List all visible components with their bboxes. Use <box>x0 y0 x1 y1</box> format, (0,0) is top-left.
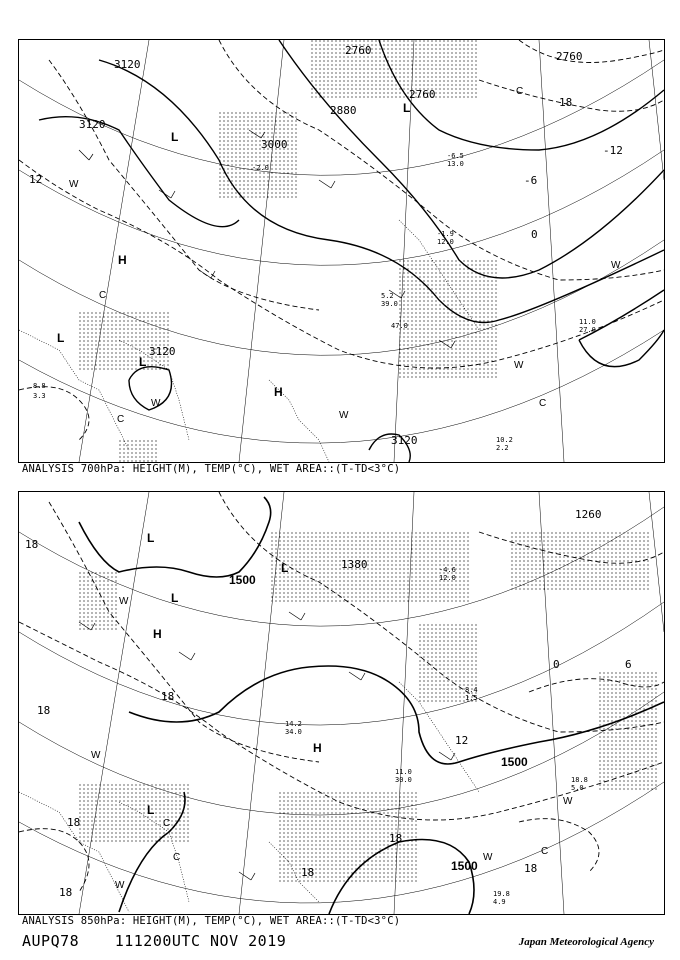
high-center: H <box>313 741 322 755</box>
height-label: 3120 <box>149 345 176 358</box>
chart-identifier <box>22 932 312 950</box>
wet-area-stipple <box>79 40 499 462</box>
station-dewpoint: 12.0 <box>439 574 456 582</box>
height-label: 1260 <box>575 508 602 521</box>
station-temp: -1.9 <box>437 230 454 238</box>
station-dewpoint: 4.9 <box>493 898 506 906</box>
station-temp: 11.0 <box>579 318 596 326</box>
station-temp: 5.2 <box>381 292 394 300</box>
low-center: L <box>57 331 65 345</box>
map-700hpa-chart <box>19 40 664 462</box>
isotherm-label: -6 <box>524 174 538 187</box>
isotherm-label: 18 <box>67 816 81 829</box>
warm-symbol: W <box>563 796 573 807</box>
station-temp: -6.5 <box>447 152 464 160</box>
isotherm-label: 0 <box>553 658 560 671</box>
height-label: 3120 <box>391 434 418 447</box>
isotherm-label: 18 <box>559 96 573 109</box>
isotherm-label: 12 <box>29 173 43 186</box>
station-temp: 3.3 <box>33 392 46 400</box>
station-temp: 8.8 <box>33 382 46 390</box>
station-dewpoint: 30.0 <box>395 776 412 784</box>
map-panel-850hpa <box>18 491 665 915</box>
station-temp: 19.8 <box>493 890 510 898</box>
cold-symbol: C <box>117 414 125 425</box>
warm-symbol: W <box>514 360 524 371</box>
agency-name: Japan Meteorological Agency <box>518 936 654 948</box>
height-label: 1500 <box>229 573 256 587</box>
cold-symbol: C <box>541 846 549 857</box>
station-temp: -4.6 <box>439 566 456 574</box>
caption-850hpa: ANALYSIS 850hPa: HEIGHT(M), TEMP(°C), WET AREA::(T-TD<3°C) <box>22 915 401 927</box>
low-center: L <box>403 101 411 115</box>
high-center: H <box>118 253 127 267</box>
warm-symbol: W <box>119 596 129 607</box>
station-temp: -2.0 <box>252 164 269 172</box>
warm-symbol: W <box>151 398 161 409</box>
caption-700hpa: ANALYSIS 700hPa: HEIGHT(M), TEMP(°C), WET AREA::(T-TD<3°C) <box>22 463 401 475</box>
cold-symbol: C <box>99 290 107 301</box>
high-center: H <box>274 385 283 399</box>
station-dewpoint: 13.0 <box>447 160 464 168</box>
warm-symbol: W <box>69 179 79 190</box>
weather-symbols <box>69 86 621 425</box>
chart-code: AUPQ78 <box>22 932 80 950</box>
height-label: 2760 <box>556 50 583 63</box>
height-label: 3120 <box>114 58 141 71</box>
station-dewpoint: 1.5 <box>465 694 478 702</box>
height-label: 3120 <box>79 118 106 131</box>
isotherm-label: 6 <box>625 658 632 671</box>
low-center: L <box>171 591 179 605</box>
station-dewpoint: 34.0 <box>285 728 302 736</box>
map-panel-700hpa <box>18 39 665 463</box>
height-label: 3000 <box>261 138 288 151</box>
station-temp: 14.2 <box>285 720 302 728</box>
height-label: 2760 <box>345 44 372 57</box>
cold-symbol: C <box>539 398 547 409</box>
low-center: L <box>171 130 179 144</box>
warm-symbol: W <box>115 880 125 891</box>
low-center: L <box>281 561 289 575</box>
map-850hpa-chart <box>19 492 664 914</box>
isotherm-label: 18 <box>301 866 315 879</box>
isotherm-labels <box>29 96 623 241</box>
isotherm-label: 18 <box>25 538 39 551</box>
isotherm-label: 18 <box>37 704 51 717</box>
isotherm-label: 0 <box>531 228 538 241</box>
low-center: L <box>147 803 155 817</box>
height-label: 1500 <box>451 859 478 873</box>
isotherm-label: 18 <box>59 886 73 899</box>
height-label: 2880 <box>330 104 357 117</box>
station-dewpoint: 2.2 <box>496 444 509 452</box>
cold-symbol: C <box>163 818 171 829</box>
low-center: L <box>147 531 155 545</box>
station-dewpoint: 47.0 <box>391 322 408 330</box>
isotherm-label: 18 <box>524 862 538 875</box>
isotherm-label: 18 <box>161 690 175 703</box>
isotherm-label: 12 <box>455 734 469 747</box>
height-label: 1500 <box>501 755 528 769</box>
station-dewpoint: 5.0 <box>571 784 584 792</box>
high-center: H <box>153 627 162 641</box>
station-dewpoint: 39.0 <box>381 300 398 308</box>
station-dewpoint: 12.0 <box>437 238 454 246</box>
height-label: 1380 <box>341 558 368 571</box>
warm-symbol: W <box>91 750 101 761</box>
chart-datetime: 111200UTC NOV 2019 <box>114 932 287 950</box>
isotherm-label: -12 <box>603 144 623 157</box>
warm-symbol: W <box>339 410 349 421</box>
station-temp: 8.4 <box>465 686 478 694</box>
station-dewpoint: 27.0 <box>579 326 596 334</box>
cold-symbol: C <box>173 852 181 863</box>
station-temp: 18.8 <box>571 776 588 784</box>
low-center: L <box>139 355 147 369</box>
station-temp: 10.2 <box>496 436 513 444</box>
warm-symbol: W <box>483 852 493 863</box>
wet-area-stipple <box>79 532 659 882</box>
height-label: 2760 <box>409 88 436 101</box>
height-labels <box>79 44 583 447</box>
station-temp: 11.0 <box>395 768 412 776</box>
warm-symbol: W <box>611 260 621 271</box>
cold-symbol: C <box>516 86 524 97</box>
isotherm-label: 18 <box>389 832 403 845</box>
